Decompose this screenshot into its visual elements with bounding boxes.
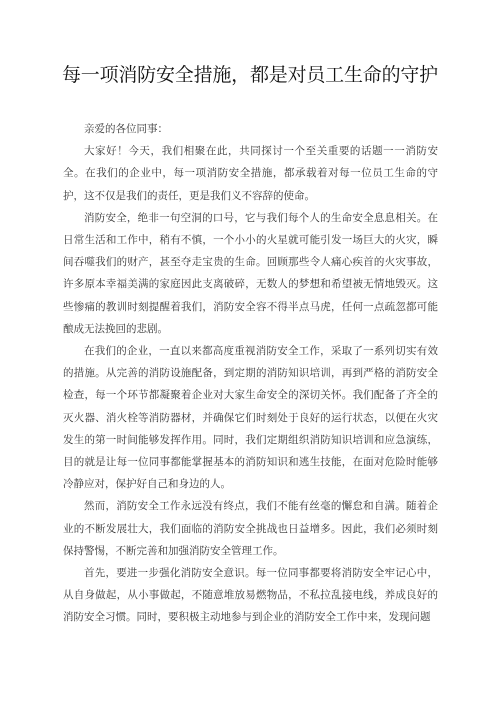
document-body [63,118,438,629]
paragraph-1: 大家好！今天，我们相聚在此，共同探讨一个至关重要的话题一一消防安全。在我们的企业中，每一项消防安全措施，都承载着对每一位员工生命的守护，这不仅是我们的责任，更是我们义不容辞的使命。 [63,145,438,202]
paragraph-5: 首先，要进一步强化消防安全意识。每一位同事都要将消防安全牢记心中，从自身做起，从小事做起，不随意堆放易燃物品，不私拉乱接电线，养成良好的消防安全习惯。同时，要积极主动地参与到企业的消防安全工作中来，发现问题 [63,567,438,624]
document-title: 每一项消防安全措施，都是对员工生命的守护 [61,64,438,86]
paragraph-4: 然而，消防安全工作永远没有终点，我们不能有丝毫的懈怠和自满。随着企业的不断发展壮大，我们面临的消防安全挑战也日益增多。因此，我们必须时刻保持警惕，不断完善和加强消防安全管理工作。 [63,500,438,557]
salutation: 亲爱的各位同事： [84,123,168,135]
paragraph-2: 消防安全，绝非一句空洞的口号，它与我们每个人的生命安全息息相关。在日常生活和工作中，稍有不慎，一个小小的火星就可能引发一场巨大的火灾，瞬间吞噬我们的财产，甚至夺走宝贵的生命。回顾那些令人痛心疾首的火灾事故，许多原本幸福美满的家庭因此支离破碎，无数人的梦想和希望被无情地毁灭。这些惨痛的教训时刻提醒着我们，消防安全容不得半点马虎，任何一点疏忽都可能酿成无法挽回的悲剧。 [63,211,438,335]
paragraph-3: 在我们的企业，一直以来都高度重视消防安全工作，采取了一系列切实有效的措施。从完善的消防设施配备，到定期的消防知识培训，再到严格的消防安全检查，每一个环节都凝聚着企业对大家生命安全的深切关怀。我们配备了齐全的灭火器、消火栓等消防器材，并确保它们时刻处于良好的运行状态，以便在火灾发生的第一时间能够发挥作用。同时，我们定期组织消防知识培训和应急演练，目的就是让每一位同事都能掌握基本的消防知识和逃生技能，在面对危险时能够冷静应对，保护好自己和身边的人。 [63,345,438,491]
